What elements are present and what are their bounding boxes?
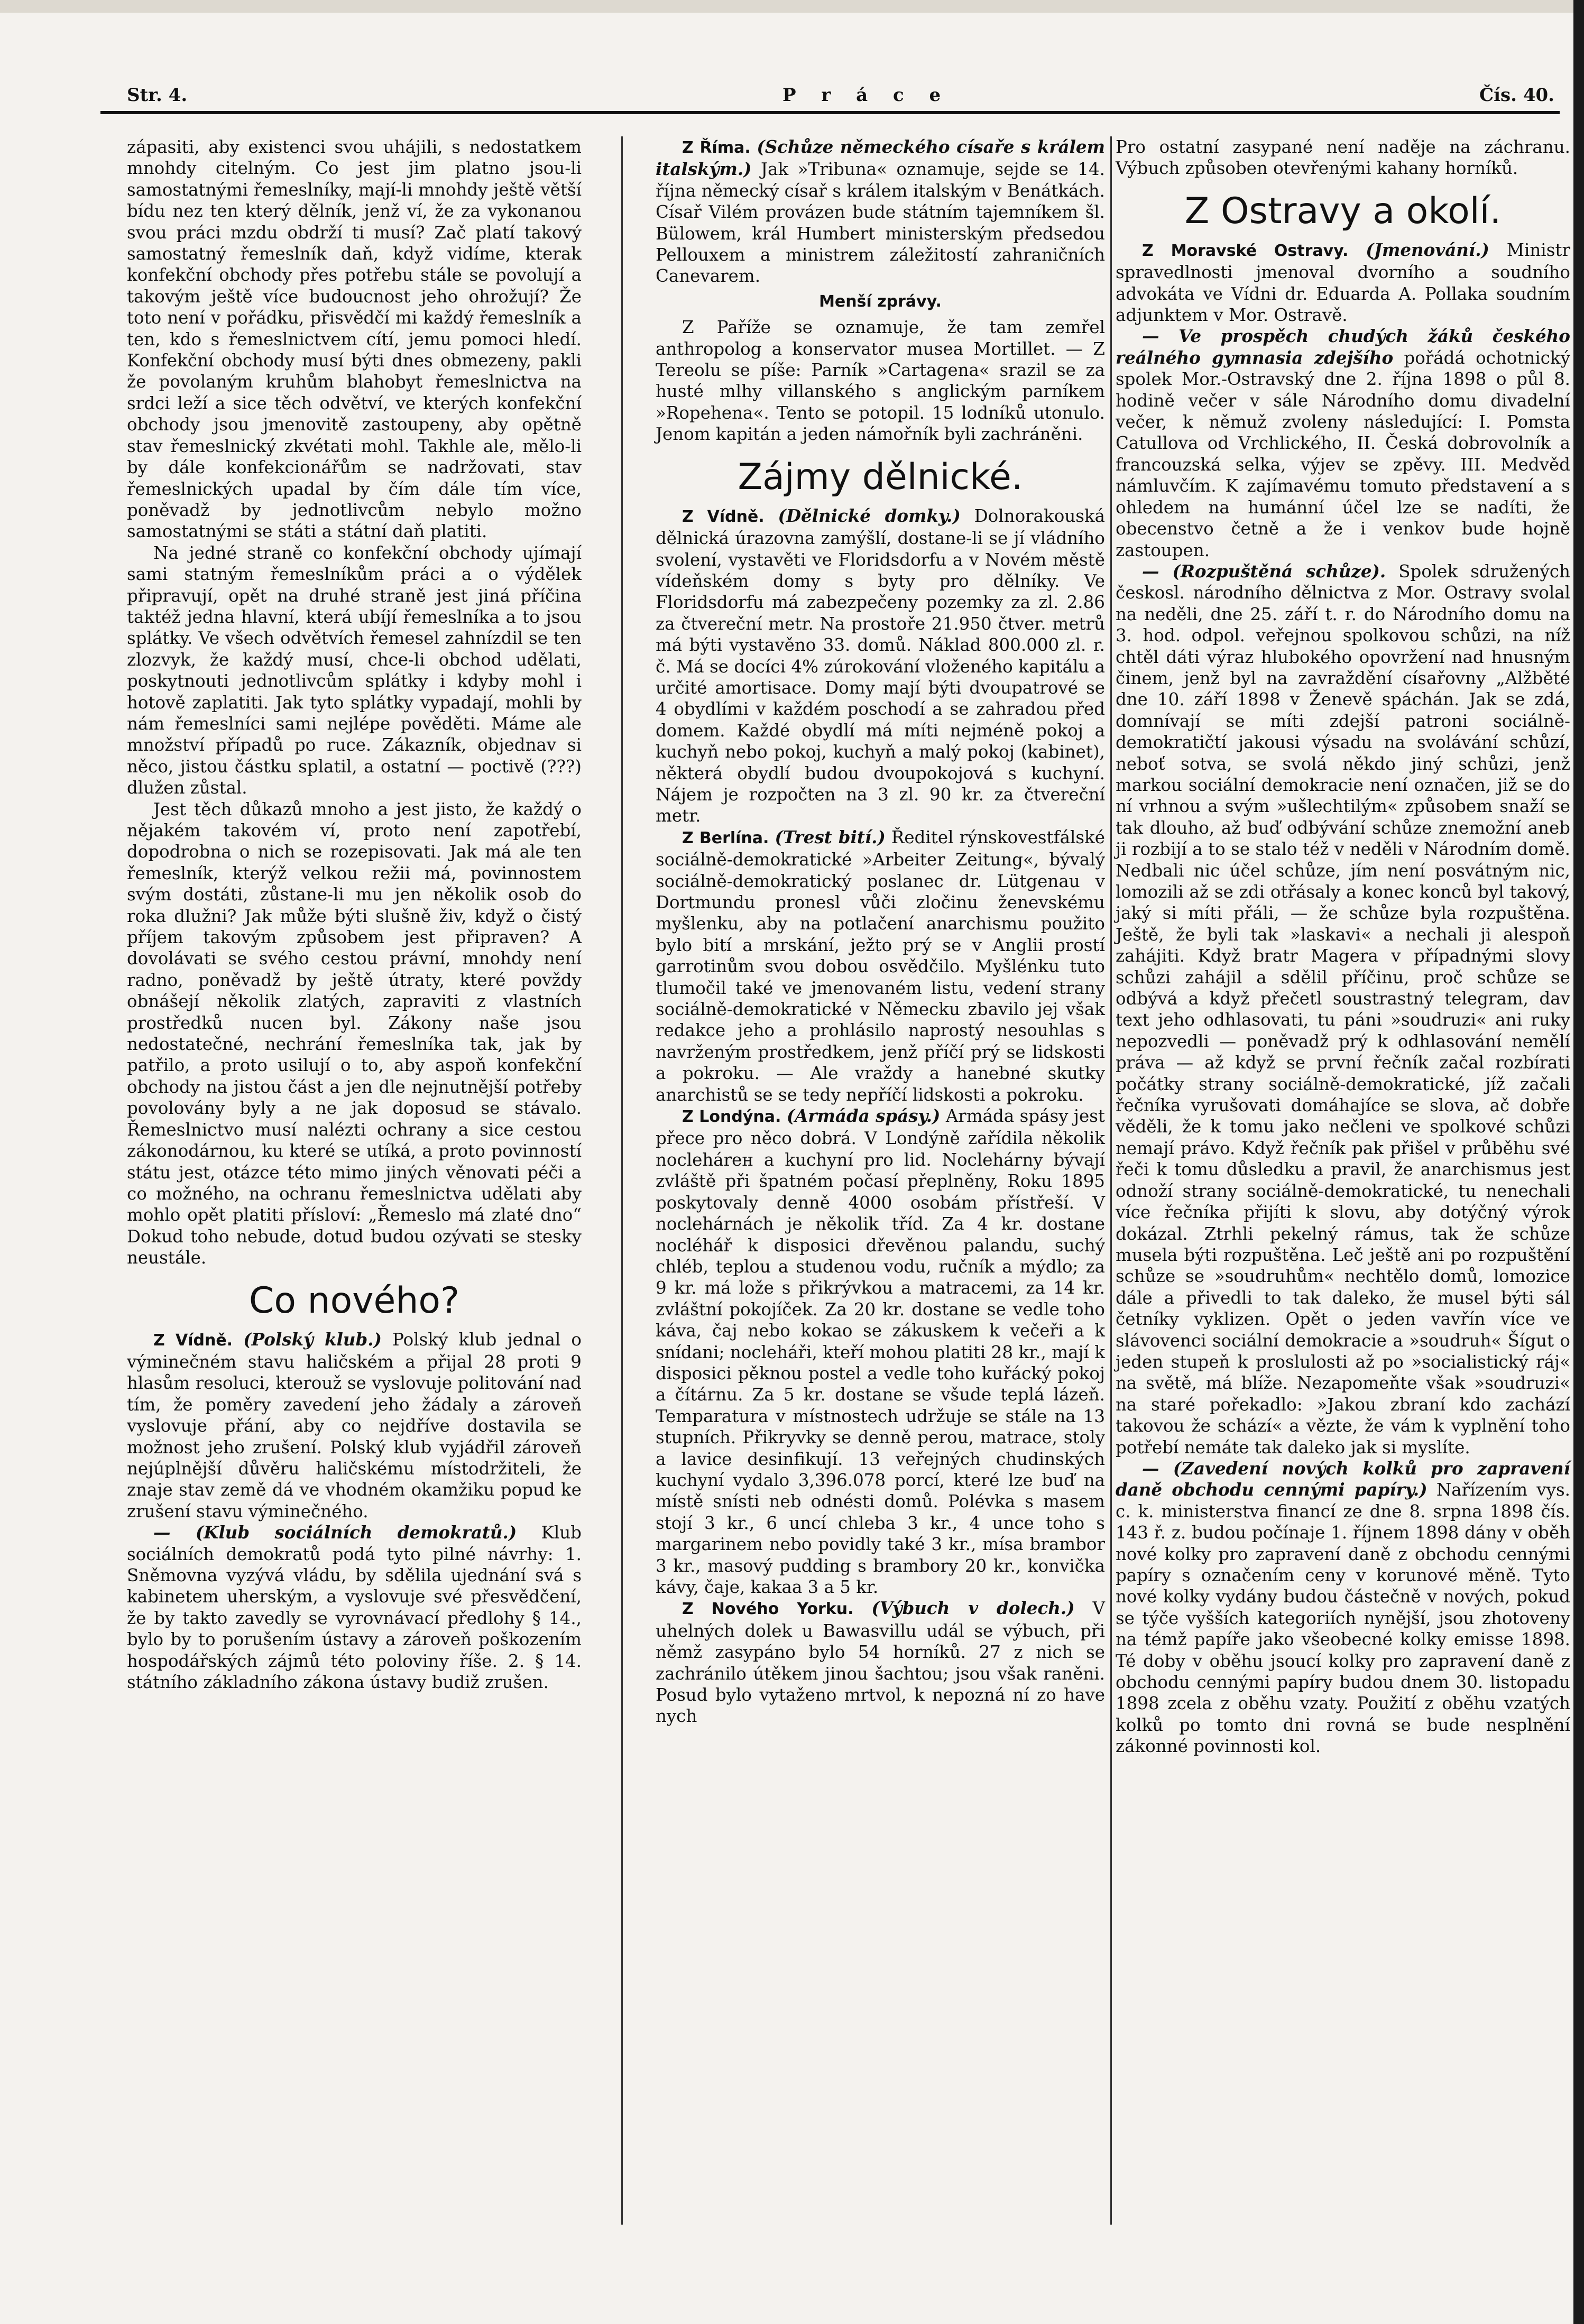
section-heading-z-ostravy: Z Ostravy a okolí. bbox=[1184, 190, 1502, 232]
header-rule bbox=[100, 111, 1560, 114]
item-text: Dolnorakouská dělnická úrazovna zamýšlí, dostane-li se jí vládního svolení, vystavěti ve Floridsdorfu a v Novém městě vídeňském domy s byty pro dělníky. Ve Floridsdorfu má zabezpečeny pozemky za zl. 2.86 za čtvereční metr. Na prostoře 21.950 čtver. metrů má býti vystavěno 33. domů. Náklad 800.000 zl. r. č. Má se docíci 4% zúrokování vloženého kapitálu a určité amortisace. Domy mají býti dvoupatrové se 4 obydlími v každém poschodí a se zahradou před domem. Každé obydlí má míti nejméně pokoj a kuchyň nebo pokoj, kuchyň a malý pokoj (kabinet), některá obydlí budou dvoupokojová s kuchyní. Nájem je rozpočten na 3 zl. 90 kr. za čtvereční metr. bbox=[656, 505, 1105, 826]
article-paragraph: Na jedné straně co konfekční obchody ujímají sami statným řemeslníkům práci a o výdělek připravují, opět na druhé straně jest jiná příčina taktéž jedna hlavní, která ubíjí řemeslníka a to jsou splátky. Ve všech odvětvích řemesel zahnízdil se ten zlozvyk, že každý musí, chce-li obchod udělati, poskytnouti jednotlivcům splátky i kdyby mohl i hotově zaplatiti. Jak tyto splátky vypadají, mohli by nám řemeslníci sami nejlépe pověděti. Máme ale množství případů po ruce. Zákazník, objednav si něco, jistou částku splatil, a ostatní — poctivě (???) dlužen zůstal. bbox=[127, 542, 582, 798]
news-item bbox=[656, 1598, 1105, 1727]
scan-right-edge bbox=[1573, 0, 1584, 2324]
news-item bbox=[1116, 239, 1570, 326]
page-header bbox=[127, 79, 1554, 111]
dateline: Z Říma. bbox=[682, 139, 751, 157]
column-1 bbox=[127, 136, 582, 1693]
issue-number: Čís. 40. bbox=[1479, 85, 1554, 106]
item-text: Klub sociálních demokratů podá tyto pilné návrhy: 1. Sněmovna vyzývá vládu, by sdělila ujednání svá s kabinetem uherským, a vyslovuje své přesvědčení, že by takto zavedly se vyrovnávací předlohy § 14., bylo by to porušením ústavy a zároveň poškozením hospodářských zájmů této poloviny říše. 2. § 14. státního základního zákona ústavy budiž zrušen. bbox=[127, 1523, 582, 1693]
news-item bbox=[656, 1105, 1105, 1598]
article-paragraph: zápasiti, aby existenci svou uhájili, s nedostatkem mnohdy citelným. Co jest jim platno jsou-li samostatnými řemeslníky, mají-li mnohdy ještě větší bídu nez ten který dělník, jenž ví, že za vykonanou svou práci mzdu obdrží ti musí? Zač platí takový samostatný řemeslník daň, když vidíme, kterak konfekční obchody přes potřebu stále se povolují a takovým ještě více budoucnost jeho ohrožují? Že toto není v pořádku, přisvědčí mi každý řemeslník a ten, kdo s řemeslnictvem cítí, jemu pomoci hledí. Konfekční obchody musí býti dnes obmezeny, pakli že povolaným kruhům blahobyt řemeslnictva na srdci leží a sice těch odvětví, ve kterých konfekční obchody jsou jmenovitě zastoupeny, aby opětně stav řemeslnický zkvétati mohl. Takhle ale, mělo-li by dále konfekcionářům se nadržovati, stav řemeslnických upadal by čím dále tím více, poněvadž by jednotlivcům nebylo možno samostatnými se státi a státní daň platiti. bbox=[127, 137, 582, 542]
item-title: (Schůze německého císaře s králem italským.) bbox=[656, 136, 1105, 180]
item-title: — (Klub sociálních demokratů.) bbox=[153, 1522, 517, 1543]
column-divider-2 bbox=[1110, 136, 1112, 2225]
dateline: Z Vídně. bbox=[153, 1331, 233, 1350]
item-title: (Jmenování.) bbox=[1366, 239, 1489, 260]
dateline: Z Berlína. bbox=[682, 828, 769, 847]
news-item bbox=[127, 1329, 582, 1523]
item-text: Spolek sdružených českosl. národního dělnictva z Mor. Ostravy svolal na neděli, dne 25. září t. r. do Národního domu na 3. hod. odpol. veřejnou spolkovou schůzi, na níž chtěl dáti výraz hlubokého opovržení nad hnusným činem, jenž byl na zavraždění císařovny „Alžběté dne 10. září 1898 v Ženevě spáchán. Jak se zdá, domnívají se míti zdejší patroni sociálně-demokratičtí jakousi výsadu na svolávání schůzí, neboť sotva, se svolá někdo jiný schůzi, jenž markou sociální demokracie není označen, již se do ní vrhnou a svým »ušlechtilým« způsobem snaží se tak dlouho, až buď odbývání schůze znemožní aneb ji rozbijí a to se stalo též v neděli v Národním domě. Nedbali nic účel schůze, jím není posvátným nic, lomozili až se zdi otřásaly a konec konců byl takový, jaký si míti přáli, — že schůze byla rozpuštěna. Ještě, že byli tak »laskavi« a nechali ji alespoň zahájiti. Když bratr Magera v případnými slovy schůzi zahájil a sdělil příčinu, proč schůze se odbývá a když přečetl soustrastný telegram, dav text jeho odhlasovati, tu páni »soudruzi« ani ruky nepozvedli — poněvadž prý k odhlasování nemělí práva — až když se první řečník začal rozbírati počátky strany sociálně-demokratické, jíž začali řečníka vyrušovati domáhajíce se slova, ač dobře věděli, že k tomu jako nečleni ve spolkové schůzi nemají právo. Když řečník pak přišel v průběhu své řeči k tomu důsledku a pravil, že anarchismus jest odnoží strany sociálně-demokratické, tu nenechali více řečníka přijíti k slovu, aby dotýčný výrok dokázal. Ztrhli pekelný rámus, tak že schůze musela býti rozpuštěna. Leč ještě ani po rozpuštění schůze se »soudruhům« nechtělo domů, lomozice dále a přivedli to tak daleko, že musel býti sál četníky vyklizen. Opět o jeden vavřín více ve slávovenci sociální demokracie a »soudruh« Šígut o jeden stupeň k proslulosti až po »socialistický ráj« na světě, má blíže. Nezapomeňte však »soudruzi« na staré pořekadlo: »Jakou zbraní kdo zachází takovou že schází« a vězte, že vám k vyplnění toho potřebí nemáte tak daleko jak si myslíte. bbox=[1116, 561, 1570, 1458]
news-item bbox=[656, 505, 1105, 827]
dateline: Z Londýna. bbox=[682, 1108, 781, 1127]
column-divider-1 bbox=[621, 136, 623, 2225]
dateline: Z Nového Yorku. bbox=[682, 1600, 854, 1619]
item-text: Jak »Tribuna« oznamuje, sejde se 14. října německý císař s králem italským v Benátkách. Císař Vilém provázen bude státním tajemníkem šl. Bülowem, král Humbert ministerským předsedou Pellouxem a ministrem záležitostí zahraničních Canevarem. bbox=[656, 159, 1105, 287]
dateline: Z Moravské Ostravy. bbox=[1142, 241, 1349, 260]
subheading-mensi-zpravy: Menší zprávy. bbox=[819, 292, 942, 311]
news-item bbox=[1116, 1458, 1570, 1757]
news-item bbox=[127, 1522, 582, 1693]
article-paragraph: Z Paříže se oznamuje, že tam zemřel anthropolog a konservator musea Mortillet. — Z Tereolu se píše: Parník »Cartagena« srazil se za husté mlhy villanského s anglickým parníkem »Ropehena«. Tento se potopil. 15 lodníků utonulo. Jenom kapitán a jeden námořník byli zachráněni. bbox=[656, 317, 1105, 445]
scan-top-edge bbox=[0, 0, 1584, 13]
item-text: Nařízením vys. c. k. ministerstva financí ze dne 8. srpna 1898 čís. 143 ř. z. budou počínaje 1. říjnem 1898 dány v oběh nové kolky pro zapravení daně z obchodu cennými papíry s označením ceny v korunové měně. Tyto nové kolky vydány budou částečně v nových, pokud se týče vyšších kategoriích nynější, jsou zhotoveny na témž papíře jako všeobecné kolky emisse 1898. Té doby v oběhu jsoucí kolky pro zapravení daně z obchodu cennými papíry budou dnem 30. listopadu 1898 zcela z oběhu vzaty. Použití z oběhu vzatých kolků po tomto dni rovná se bude nesplnění zákonné povinnosti kol. bbox=[1116, 1480, 1570, 1757]
item-title: (Dělnické domky.) bbox=[778, 505, 961, 526]
column-2 bbox=[656, 136, 1105, 1727]
column-3 bbox=[1116, 136, 1570, 1757]
item-text: Polský klub jednal o výminečném stavu haličském a přijal 28 proti 9 hlasům resoluci, kterouž se vyslovuje politování nad tím, že poměry zavedení jeho žádaly a zároveň vyslovuje přání, aby co nejdříve dostavila se možnost jeho zrušení. Polský klub vyjádřil zároveň nejúplnější důvěru haličskému místodržiteli, že znaje stav země dá ve vhodném okamžiku popud ke zrušení stavu výminečného. bbox=[127, 1329, 582, 1521]
item-text: Ministr spravedlnosti jmenoval dvorního a soudního advokáta ve Vídni dr. Eduarda A. Pollaka soudním adjunktem v Mor. Ostravě. bbox=[1116, 239, 1570, 326]
item-text: Armáda spásy jest přece pro něco dobrá. V Londýně zařídila několik noclehárен a kuchyní pro lid. Noclehárny bývají zvláště při špatném počasí přeplněny, Roku 1895 poskytovaly denně 4000 osobám přístřeší. V noclehárnách je několik tříd. Za 4 kr. dostane nocléhář k disposici dřevěnou palandu, suchý chléb, teplou a studenou vodu, ručník a mýdlo; za 9 kr. má lože s přikrývkou a matracemi, za 14 kr. zvláštní pokojíček. Za 20 kr. dostane se vedle toho káva, čaj nebo kokao se zákuskem k večeři a k snídani; nocleháři, kteří mohou platiti 28 kr., mají k disposici pěknou postel a vedle toho kuřácký pokoj a čítárnu. Za 5 kr. dostane se všude teplá lázeň. Temparatura v místnostech udržuje se stále na 13 stupních. Přikryvky se denně perou, matrace, stoly a lavice desinfikují. 13 veřejných chudinských kuchyní vydalo 3,396.078 porcí, které lze buď na místě snísti neb odnésti domů. Polévka s masem stojí 3 kr., 6 uncí chleba 3 kr., 4 unce toho s margarinem nebo povidly také 3 kr., mísa brambor 3 kr., masový pudding s brambory 20 kr., konvička kávy, čaje, kakaa 3 a 5 kr. bbox=[656, 1106, 1105, 1597]
news-item bbox=[1116, 561, 1570, 1458]
newspaper-title: P r á c e bbox=[782, 85, 951, 106]
page-number: Str. 4. bbox=[127, 85, 188, 106]
item-title: (Polský klub.) bbox=[243, 1329, 382, 1350]
item-text: Ředitel rýnskovestfálské sociálně-demokratické »Arbeiter Zeitung«, bývalý sociálně-demokratický poslanec dr. Lütgenau v Dortmundu pronesl vůči zločinu ženevskému myšlenku, aby na potlačení anarchismu použito bylo bití a mrskání, ježto prý se v Anglii prostí garrotinům svou dobou osvědčilo. Myšlénku tuto tlumočil také ve jmenovaném listu, vedení strany sociálně-demokratické v Německu zbavilo jej však redakce jeho a prohlásilo naprostý nesouhlas s navrženým prostředkem, jenž příčí prý se lidskosti a pokroku. — Ale vraždy a hanebné skutky anarchistů se se tedy nepříčí lidskosti a pokroku. bbox=[656, 827, 1105, 1105]
item-title: (Výbuch v dolech.) bbox=[871, 1598, 1075, 1619]
item-title: — (Rozpuštěná schůze). bbox=[1142, 560, 1386, 582]
item-title: (Trest bití.) bbox=[775, 826, 886, 847]
item-title: — (Zavedení nových kolků pro zapravení daně obchodu cennými papíry.) bbox=[1116, 1458, 1570, 1500]
news-item bbox=[1116, 326, 1570, 560]
section-heading-zajmy-delnicke: Zájmy dělnické. bbox=[738, 456, 1023, 498]
section-heading-co-noveho: Co nového? bbox=[248, 1279, 460, 1322]
item-title: (Armáda spásy.) bbox=[786, 1105, 941, 1127]
news-item bbox=[656, 827, 1105, 1105]
article-paragraph: Pro ostatní zasypané není naděje na záchranu. Výbuch způsoben otevřenými kahany horníků. bbox=[1116, 137, 1570, 179]
news-item bbox=[656, 136, 1105, 287]
item-title: — Ve prospěch chudých žáků českého reálného gymnasia zdejšího bbox=[1116, 326, 1570, 368]
item-text: V uhelných dolek u Bawasvillu udál se výbuch, při němž zasypáno bylo 54 horníků. 27 z nich se zachránilo útěkem jinou šachtou; jsou však raněni. Posud bylo vytaženo mrtvol, k nepozná ní zo have nych bbox=[656, 1598, 1105, 1727]
article-paragraph: Jest těch důkazů mnoho a jest jisto, že každý o nějakém takovém ví, proto není zapotřebí, dopodrobna o nich se rozepisovati. Jak má ale ten řemeslník, kterýž velkou režii má, povinnostem svým dostáti, zůstane-li mu jen několik osob do roka dlužni? Jak může býti slušně živ, když o čistý příjem takovým způsobem jest připraven? A dovolávati se svého cestou právní, mnohdy není radno, poněvadž by ještě útraty, které povždy obnášejí několik zlatých, zapraviti z vlastních prostředků nucen byl. Zákony naše jsou nedostatečné, nechrání řemeslníka tak, jak by patřilo, a proto usilují o to, aby aspoň konfekční obchody na jistou část a jen dle nejnutnější potřeby povolovány byly a ne jak doposud se stávalo. Řemeslnictvo musí nalézti ochrany a sice cestou zákonodárnou, ku které se utíká, a proto povinností státu jest, otázce této mimo jiných věnovati péči a co možného, na ochranu řemeslnictva udělati aby mohlo opět platiti přísloví: „Řemeslo má zlaté dno“ Dokud toho nebude, dotud budou ozývati se stesky neustále. bbox=[127, 799, 582, 1268]
item-text: pořádá ochotnický spolek Mor.-Ostravský dne 2. října 1898 o půl 8. hodině večer v sále Národního domu divadelní večer, k němuž zvoleny následující: I. Pomsta Catullova od Vrchlického, II. Česká dobrovolník a francouzská selka, výjev se zpěvy. III. Medvěd námluvčím. K zajímavému tomuto představení a s ohledem na humánní účel lze se nadíti, že obecenstvo četně a že i venkov bude hojně zastoupen. bbox=[1116, 347, 1570, 560]
dateline: Z Vídně. bbox=[682, 507, 765, 526]
